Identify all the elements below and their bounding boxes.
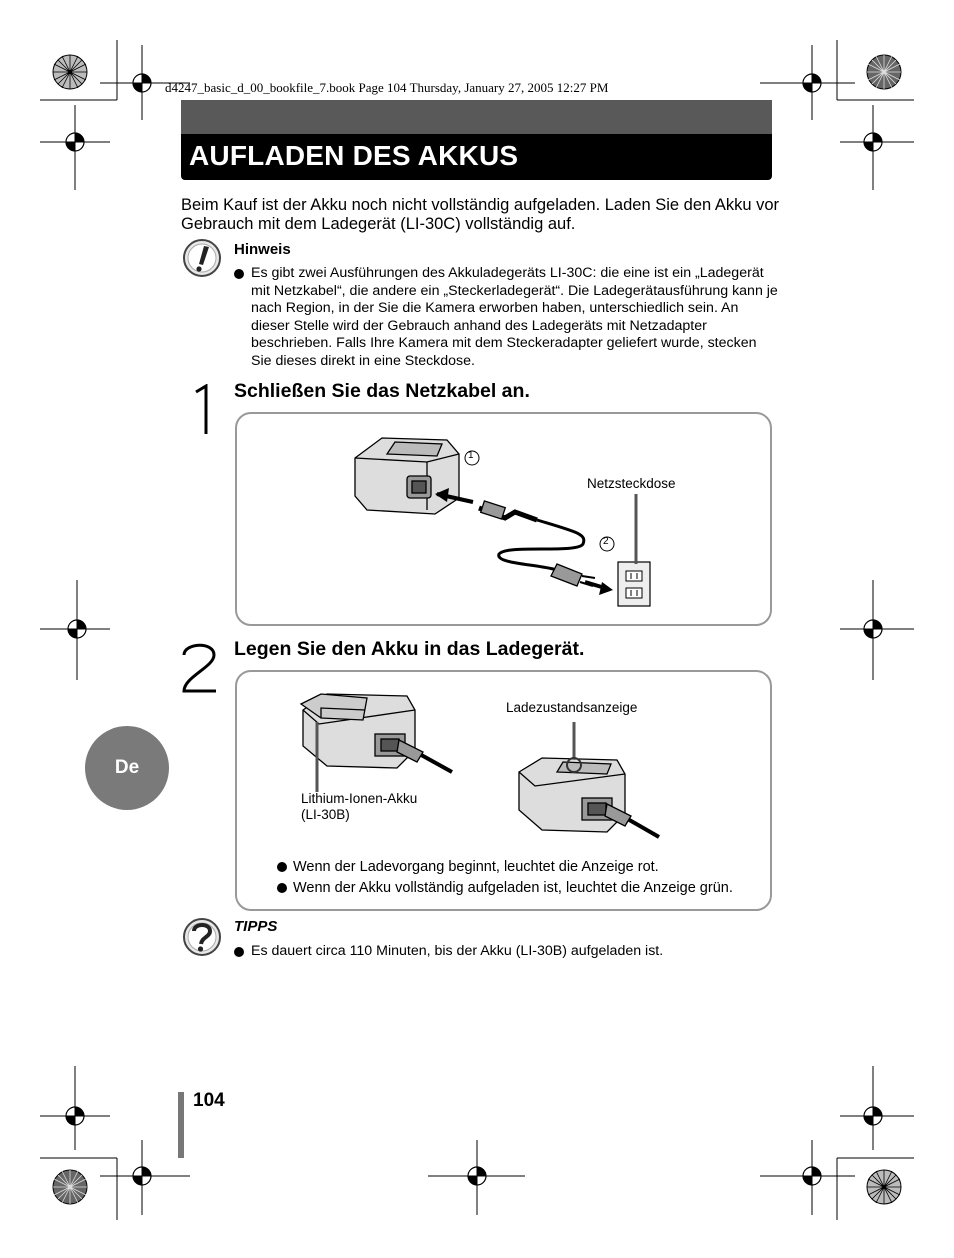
title-bar-top-band xyxy=(181,100,772,134)
list-item xyxy=(277,857,777,878)
page-title: AUFLADEN DES AKKUS xyxy=(189,140,519,171)
tips-bullet xyxy=(234,943,779,961)
intro-paragraph: Beim Kauf ist der Akku noch nicht vollständig aufgeladen. Laden Sie den Akku vor Gebrauch mit dem Ladegerät (LI-30C) vollständig auf. xyxy=(181,196,780,233)
question-icon xyxy=(182,917,222,957)
step-2-title: Legen Sie den Akku in das Ladegerät. xyxy=(234,638,585,660)
battery-label-line2: (LI-30B) xyxy=(301,807,350,822)
battery-label-line1: Lithium-Ionen-Akku xyxy=(301,791,418,806)
charger-cable-illustration xyxy=(237,414,770,624)
marker-2-label: 2 xyxy=(603,536,609,547)
bullet-icon xyxy=(234,947,244,957)
note-text: Es gibt zwei Ausführungen des Akkuladegeräts LI-30C: die eine ist ein „Ladegerät mit Netzkabel“, die andere ein „Steckerladegerät“. Die Ladegerätausführung kann je nach Region, in der Sie die Kamera erworben haben, unterschiedlich sein. An dieser Stelle wird der Gebrauch anhand des Ladegeräts mit Netzadapter beschrieben. Falls Ihre Kamera mit dem Steckeradapter geliefert wurde, stecken Sie dieses direkt in eine Steckdose. xyxy=(251,265,778,369)
step-number-2-graphic xyxy=(180,641,220,693)
bullet-text: Wenn der Akku vollständig aufgeladen ist, leuchtet die Anzeige grün. xyxy=(293,880,733,896)
tips-heading: TIPPS xyxy=(234,918,278,935)
step-1-title: Schließen Sie das Netzkabel an. xyxy=(234,380,530,402)
language-tab: De xyxy=(85,726,169,810)
note-heading: Hinweis xyxy=(234,241,291,258)
bullet-icon xyxy=(277,883,287,893)
tips-text: Es dauert circa 110 Minuten, bis der Akku (LI-30B) aufgeladen ist. xyxy=(251,943,664,959)
page-number: 104 xyxy=(193,1090,225,1111)
outlet-label: Netzsteckdose xyxy=(587,476,676,491)
printer-slug-line: d4247_basic_d_00_bookfile_7.book Page 104 Thursday, January 27, 2005 12:27 PM xyxy=(165,80,609,95)
exclamation-icon xyxy=(182,238,222,278)
page-number-bar xyxy=(178,1092,184,1158)
title-bar xyxy=(181,100,772,180)
bullet-text: Wenn der Ladevorgang beginnt, leuchtet die Anzeige rot. xyxy=(293,859,659,875)
marker-1-label: 1 xyxy=(468,450,474,461)
step-2-bullet-list xyxy=(277,857,777,899)
indicator-label: Ladezustandsanzeige xyxy=(506,700,638,715)
bullet-icon xyxy=(277,862,287,872)
bullet-icon xyxy=(234,269,244,279)
step-1-illustration-panel xyxy=(235,412,772,626)
step-number-1-graphic xyxy=(190,384,214,436)
list-item xyxy=(277,878,777,899)
note-bullet xyxy=(234,265,779,370)
